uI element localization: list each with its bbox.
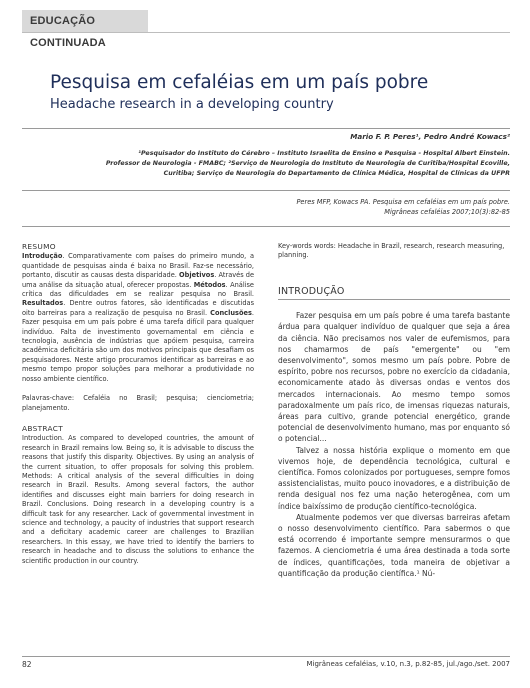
introducao-paragraph: Fazer pesquisa em um país pobre é uma tarefa bastante árdua para qualquer indivíduo de qualquer que seja a área da ciência. Não precisamos nos valer de eufemismos, para nos chamarmos de país "emergente" ou "em desenvolvimento", somos mesmo um país pobre. Pobre de espírito, pobre nos recursos, pobre no exercício da cidadania, economicamente atado às diversas ondas e ventos dos mercados internacionais. Ao mesmo tempo somos paradoxalmente um país rico, de imensas riquezas naturais, áreas para cultivo, grande potencial energético, grande potencial de desenvolvimento humano, mas por enquanto só o potencial... — [278, 311, 510, 444]
left-column — [22, 242, 254, 566]
introducao-heading: INTRODUÇÃO — [278, 285, 345, 297]
citation-line: Peres MFP, Kowacs PA. Pesquisa em cefaléias em um país pobre. — [296, 198, 510, 206]
introducao-paragraph: Talvez a nossa história explique o momento em que vivemos hoje, de dependência tecnológica, cultural e científica. Fomos colonizados por portugueses, sempre fomos assistencialistas, muito pouco inovadores, e a distribuição de renda desigual nos fez uma nação heterogênea, com um índice baixíssimo de produção científico-tecnológica. — [278, 445, 510, 511]
citation-divider — [22, 226, 510, 227]
section-label: EDUCAÇÃO CONTINUADA — [22, 10, 148, 32]
citation-line: Migrâneas cefaléias 2007;10(3):82-85 — [384, 208, 510, 216]
page-number: 82 — [22, 660, 32, 669]
resumo-methods-text: . Análise crítica das dificuldades em se realizar pesquisa no Brasil. — [22, 280, 254, 299]
palavras-chave — [22, 394, 254, 413]
resumo-objectives-text: . Através de uma análise da situação atual, oferecer propostas. — [22, 271, 255, 289]
resumo-results-label: Resultados — [22, 299, 64, 308]
palavras-chave-text: Cefaléia no Brasil; pesquisa; cienciometria; planejamento. — [22, 394, 254, 412]
resumo-conclusions-label: Conclusões — [210, 308, 252, 317]
resumo-intro-text: . Comparativamente com países do primeiro mundo, a quantidade de pesquisas ainda é baixa no Brasil. Faz-se necessário, portanto, discutir as causas desta disparidade. — [22, 252, 254, 280]
resumo-results-text: . Dentre outros fatores, são identificadas e discutidas oito barreiras para a realização de pesquisa no Brasil. — [22, 299, 254, 317]
keywords — [278, 242, 510, 261]
palavras-chave-label: Palavras-chave: — [22, 394, 75, 403]
resumo-methods-label: Métodos — [193, 280, 226, 289]
keywords-label: Key-words words: — [278, 242, 336, 250]
resumo-text — [22, 252, 254, 384]
keywords-text: Headache in Brazil, research, research measuring, planning. — [278, 242, 505, 260]
citation — [296, 197, 510, 217]
abstract-text: Introduction. As compared to developed countries, the amount of research in Brazil remains low. Being so, it is advisable to discuss the reasons that justify this disparity. Objectives. By using an analysis of the current situation, to offer proposals for solving this problem. Methods: A critical analysis of the several difficulties in doing research in Brazil. Results. Among several factors, the author identifies and discusses eight main barriers for doing research in Brazil. Conclusions. Doing research in a developing country is a difficult task for any researcher. Lack of governmental investment in science and technology, a paucity of industries that support research and a deficitary academic career are challenges to Brazilian researchers. In this essay, we have tried to identify the barriers to research in headache and to discuss the solutions to enhance the scientific production in our country. — [22, 434, 254, 565]
affiliation-divider — [22, 190, 510, 191]
article-title: Pesquisa em cefaléias em um país pobre — [50, 72, 429, 93]
abstract-heading: ABSTRACT — [22, 423, 64, 433]
right-column — [278, 242, 510, 579]
footer-divider — [22, 656, 510, 657]
title-divider — [22, 128, 510, 129]
affiliation-line: Professor de Neurologia - FMABC; ²Serviço de Neurologia do Instituto de Neurologia de Curitiba/Hospital Ecoville, — [105, 160, 510, 167]
journal-reference: Migrâneas cefaléias, v.10, n.3, p.82-85, jul./ago./set. 2007 — [306, 660, 510, 668]
resumo-intro-label: Introdução — [22, 252, 63, 261]
resumo-objectives-label: Objetivos — [179, 271, 215, 280]
resumo-conclusions-text: . Fazer pesquisa em um país pobre é uma tarefa difícil para qualquer indivíduo. Falta de investimento governamental em ciência e tecnologia, ausência de indústrias que apóiem pesquisa, carreira acadêmica deficitária são um dos motivos principais que desafiam os pesquisadores. Neste artigo procuramos identificar as barreiras e ao mesmo tempo propor soluções para melhorar a produtividade no nosso ambiente científico. — [22, 308, 254, 383]
resumo-heading: RESUMO — [22, 242, 56, 251]
affiliations — [22, 149, 510, 179]
article-subtitle: Headache research in a developing country — [50, 97, 334, 112]
introducao-divider — [278, 299, 510, 300]
introducao-paragraph: Atualmente podemos ver que diversas barreiras afetam o nosso desenvolvimento científico. Para sabermos o que está ocorrendo é importante sempre mensurarmos o que fazemos. A cienciometria é uma área destinada a toda sorte de índices, quantificações, toda maneira de objetivar a quantificação da produção científica.¹ Nú- — [278, 512, 510, 578]
header-divider — [22, 32, 510, 33]
affiliation-line: Curitiba; Serviço de Neurologia do Departamento de Clínica Médica, Hospital de Clínicas da UFPR — [163, 170, 510, 177]
authors: Mario F. P. Peres¹, Pedro André Kowacs² — [350, 132, 510, 141]
affiliation-line: ¹Pesquisador do Instituto do Cérebro – Instituto Israelita de Ensino e Pesquisa - Hospital Albert Einstein. — [138, 150, 510, 157]
